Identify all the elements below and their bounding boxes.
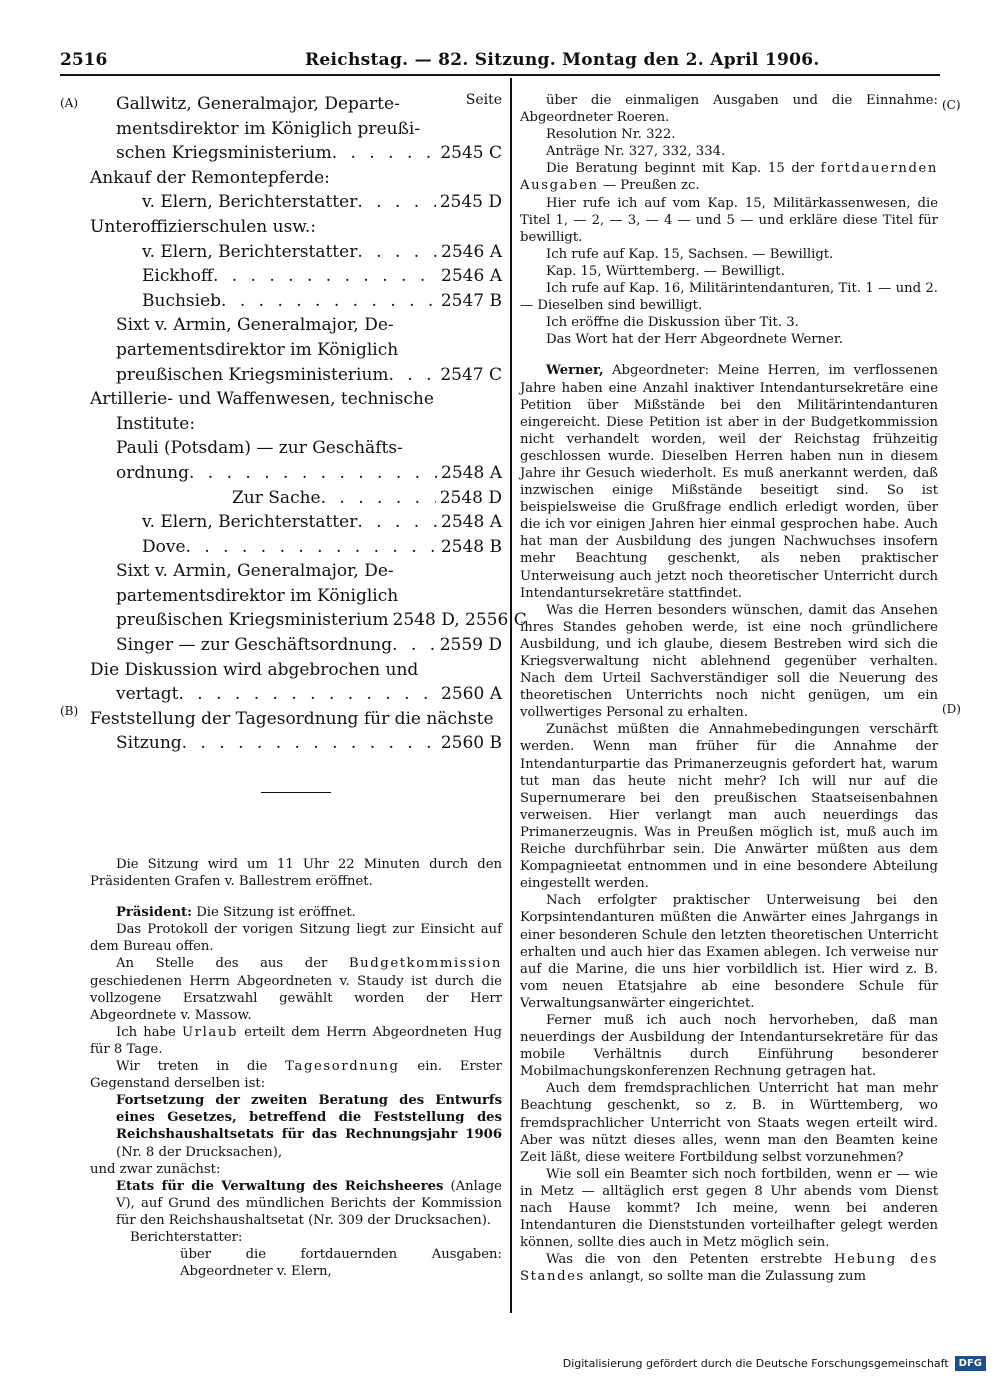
digitization-footer — [563, 1356, 986, 1371]
footer-text: Digitalisierung gefördert durch die Deutsche Forschungsgemeinschaft — [562, 1357, 949, 1370]
speech-paragraph-7: Wie soll ein Beamter sich noch fortbilden, wenn er — wie in Metz — alltäglich erst gegen 8 Uhr abends vom Dienst nach Hause kommt? Ich meine, wenn bei anderen Intendanturen die Dienststunden vorteilhafter gelegt werden können, sollte dies auch in Metz möglich sein. — [520, 1166, 938, 1251]
index-entry-text: Institute: — [116, 413, 196, 434]
speech-paragraph-6: Auch dem fremdsprachlichen Unterricht hat man mehr Beachtung geschenkt, so z. B. in Württemberg, wo fremdsprachlicher Unterricht von Staats wegen erteilt wird. Aber was nützt dieses alles, wenn man den Beamten keine Zeit läßt, diese weitere Fortbildung selbst vorzunehmen? — [520, 1081, 938, 1165]
leader-dots — [213, 264, 437, 289]
index-entry-text: Singer — zur Geschäftsordnung — [116, 635, 393, 656]
index-page-ref: 2546 A — [441, 241, 502, 262]
index-entry — [90, 486, 502, 511]
index-entry-text: Eickhoff — [142, 266, 213, 287]
leader-dots — [221, 289, 437, 314]
beratung-paragraph: Die Beratung beginnt mit Kap. 15 der fortdauernden Ausgaben — Preußen zc. — [520, 161, 938, 194]
leader-dots — [357, 240, 437, 265]
kap15-paragraph: Hier rufe ich auf vom Kap. 15, Militärkassenwesen, die Titel 1, — 2, — 3, — 4 — und 5 — und erkläre diese Titel für bewilligt. — [520, 195, 938, 245]
section-separator — [261, 792, 331, 793]
index-entry — [90, 215, 502, 240]
index-entry-text: Unteroffizierschulen usw.: — [90, 216, 316, 237]
index-entry-text: Feststellung der Tagesordnung für die nächste — [90, 708, 494, 729]
index-page-ref: 2548 A — [441, 462, 502, 483]
index-entry — [90, 313, 502, 387]
index-page-ref: 2545 D — [439, 192, 502, 213]
page-header — [60, 48, 940, 72]
speech-paragraph-8: Was die von den Petenten erstrebte Hebung des Standes anlangt, so sollte man die Zulassung zum — [520, 1252, 938, 1285]
index-entry — [90, 633, 502, 658]
etat-item: Etats für die Verwaltung des Reichsheeres (Anlage V), auf Grund des mündlichen Berichts der Kommission für den Reichshaushaltsetat (Nr. 309 der Drucksachen). — [116, 1178, 502, 1228]
index-entry-text: v. Elern, Berichterstatter — [142, 192, 358, 213]
index-entry — [90, 510, 502, 535]
wort-line: Das Wort hat der Herr Abgeordnete Werner. — [546, 332, 843, 348]
index-entry-text: Sixt v. Armin, Generalmajor, De- — [116, 561, 394, 582]
index-entry — [90, 535, 502, 560]
antraege-line: Anträge Nr. 327, 332, 334. — [546, 144, 726, 160]
index-page-ref: 2546 A — [441, 266, 502, 287]
index-entry-text: Pauli (Potsdam) — zur Geschäfts- — [116, 438, 403, 459]
right-p1: über die einmaligen Ausgaben und die Einnahme: Abgeordneter Roeren. — [520, 93, 938, 126]
index-entry-text: ordnung — [116, 462, 189, 483]
minutes-left — [90, 856, 502, 1280]
index-entry — [90, 387, 502, 436]
index-entry-text: mentsdirektor im Königlich preußi- — [116, 118, 421, 139]
index-page-ref: 2548 D — [439, 487, 502, 508]
speech-paragraph-1: Werner, Abgeordneter: Meine Herren, im verflossenen Jahre haben eine Anzahl inaktiver Intendantursekretäre eine Petition über Mißstände bei den Militärintendanturen eingereicht. Diese Petition ist aber in der Budgetkommission nicht verhandelt worden, weil der Reichstag frühzeitig geschlossen wurde. Dieselben Herren haben nun in diesem Jahre ihr Gesuch wiederholt. Es muß anerkannt werden, daß inzwischen einige Mißstände beseitigt sind. So ist beispielsweise die Grußfrage endlich erledigt worden, über die ich vor einigen Jahren hier einmal gesprochen habe. Auch hat man der Ausbildung des jungen Nachwuchses insofern mehr Beachtung geschenkt, als neben praktischer Unterweisung auch jetzt noch theoretischer Unterricht durch Intendantursekretäre stattfindet. — [520, 363, 938, 601]
index-entry-text: Zur Sache — [232, 487, 321, 508]
leader-dots — [332, 141, 437, 166]
committee-paragraph: An Stelle des aus der Budgetkommission geschiedenen Herrn Abgeordneten v. Staudy ist durch die vollzogene Ersatzwahl gewählt worden der Herr Abgeordnete v. Massow. — [90, 956, 502, 1023]
index-entry — [90, 166, 502, 191]
margin-letter-d: (D) — [942, 702, 961, 716]
index-entry-text: v. Elern, Berichterstatter — [142, 512, 358, 533]
kap16-paragraph: Ich rufe auf Kap. 16, Militärintendanturen, Tit. 1 — und 2. — Dieselben sind bewilligt. — [520, 281, 938, 314]
speech-paragraph-4: Nach erfolgter praktischer Unterweisung bei den Korpsintendanturen müßten die Anwärter eines Jahrgangs in einer besonderen Schule den letzten theoretischen Unterricht erhalten und auch hier das Examen ablegen. Ich verweise nur auf die Marine, die uns hier vorbildlich ist. Hier wird z. B. vom neuen Etatsjahre ab eine besondere Schule für Verwaltungsanwärter eingerichtet. — [520, 893, 938, 1011]
speech-paragraph-5: Ferner muß ich auch noch hervorheben, daß man neuerdings der Ausbildung der Intendantursekretäre für das mobile Verhältnis durch Einführung besonderer Mobilmachungskonferenzen Rechnung getragen hat. — [520, 1012, 938, 1080]
index-page-ref: 2548 B — [440, 536, 502, 557]
leader-dots — [182, 731, 437, 756]
index-entry-text: Die Diskussion wird abgebrochen und — [90, 659, 419, 680]
leader-dots — [392, 633, 436, 658]
index-entry-text: vertagt — [116, 684, 179, 705]
agenda-item: Fortsetzung der zweiten Beratung des Entwurfs eines Gesetzes, betreffend die Feststellung des Reichshaushaltsetats für das Rechnungsjahr 1906 (Nr. 8 der Drucksachen), — [116, 1093, 502, 1160]
index-page-ref: 2548 D, 2556 C — [392, 610, 527, 631]
page-number: 2516 — [60, 50, 108, 70]
speaker-name: Werner, — [546, 363, 604, 379]
dfg-logo: DFG — [955, 1356, 986, 1371]
index-entry — [90, 190, 502, 215]
index-entry-text: partementsdirektor im Königlich — [116, 585, 399, 606]
index-page-ref: 2560 B — [440, 733, 502, 754]
index-entry — [90, 658, 502, 707]
sachsen-line: Ich rufe auf Kap. 15, Sachsen. — Bewilligt. — [546, 246, 834, 262]
diskussion-line: Ich eröffne die Diskussion über Tit. 3. — [546, 315, 799, 331]
margin-letter-c: (C) — [942, 98, 961, 112]
index-page-ref: 2559 D — [439, 635, 502, 656]
und-zwar: und zwar zunächst: — [90, 1161, 221, 1177]
index-entry — [90, 289, 502, 314]
agenda-paragraph: Wir treten in die Tagesordnung ein. Erster Gegenstand derselben ist: — [90, 1059, 502, 1092]
index-entry-text: schen Kriegsministerium — [116, 143, 332, 164]
index-entry-text: Gallwitz, Generalmajor, Departe- — [116, 94, 400, 114]
index-entry-text: Dove — [142, 536, 186, 557]
president-label: Präsident: — [116, 905, 193, 921]
seite-label: Seite — [465, 92, 502, 108]
index-list — [90, 92, 527, 756]
berichterstatter-label: Berichterstatter: — [130, 1229, 243, 1245]
margin-letter-a: (A) — [60, 96, 79, 110]
index-entry — [90, 92, 502, 166]
president-paragraph: Präsident: Die Sitzung ist eröffnet. — [116, 905, 356, 921]
header-title: Reichstag. — 82. Sitzung. Montag den 2. April 1906. — [305, 50, 820, 70]
index-entry — [90, 559, 527, 633]
index-entry — [90, 436, 502, 485]
index-entry-text: Ankauf der Remontepferde: — [90, 167, 330, 188]
index-entry-text: partementsdirektor im Königlich — [116, 339, 399, 360]
leader-dots — [186, 535, 437, 560]
index-entry — [90, 264, 502, 289]
leader-dots — [357, 510, 437, 535]
index-entry — [90, 240, 502, 265]
wuerttemberg-line: Kap. 15, Württemberg. — Bewilligt. — [546, 263, 785, 279]
index-entry-text: v. Elern, Berichterstatter — [142, 241, 358, 262]
leader-dots — [178, 682, 437, 707]
index-page-ref: 2560 A — [441, 684, 502, 705]
index-page-ref: 2547 B — [440, 290, 502, 311]
minutes-right — [520, 92, 938, 1285]
index-page-ref: 2548 A — [441, 512, 502, 533]
leader-dots — [389, 363, 437, 388]
index-entry-text: Artillerie- und Waffenwesen, technische — [90, 389, 434, 410]
header-rule — [60, 74, 940, 76]
speech-paragraph-2: Was die Herren besonders wünschen, damit das Ansehen ihres Standes gehoben werde, ist eine noch gründlichere Ausbildung, und ich glaube, diesem Bestreben wird sich die Kriegsverwaltung nicht ablehnend gegenüber verhalten. Nach dem Urteil Sachverständiger soll die Neuerung des theoretischen Unterrichts noch nicht genügen, um ein vollwertiges Personal zu erhalten. — [520, 602, 938, 721]
leader-dots — [357, 190, 435, 215]
index-entry-text: Buchsieb — [142, 290, 222, 311]
margin-letter-b: (B) — [60, 704, 79, 718]
berichterstatter-text: über die fortdauernden Ausgaben: Abgeordneter v. Elern, — [180, 1247, 502, 1280]
index-page-ref: 2547 C — [440, 364, 502, 385]
opening-paragraph: Die Sitzung wird um 11 Uhr 22 Minuten durch den Präsidenten Grafen v. Ballestrem eröffnet. — [90, 857, 502, 890]
resolution-line: Resolution Nr. 322. — [546, 127, 676, 143]
index-entry-text: Sixt v. Armin, Generalmajor, De- — [116, 315, 394, 336]
index-entry-text: preußischen Kriegsministerium — [116, 364, 389, 385]
index-entry-text: preußischen Kriegsministerium — [116, 610, 389, 631]
column-divider — [510, 78, 512, 1313]
speech-paragraph-3: Zunächst müßten die Annahmebedingungen verschärft werden. Wenn man früher für die Annahme der Intendanturpartie das Primanerzeugnis gefordert hat, warum tut man das heute nicht mehr? Ich will nur auf die Supernumerare bei den preußischen Staatseisenbahnen verweisen. Hier verlangt man auch neuerdings das Primanerzeugnis. Was in Preußen möglich ist, muß auch im Reiche durchführbar sein. Die Anwärter müßten aus dem Kompagnieetat entnommen und in eine besondere Abteilung eingestellt werden. — [520, 722, 938, 892]
index-entry-text: Sitzung — [116, 733, 182, 754]
leader-dots — [321, 486, 436, 511]
index-page-ref: 2545 C — [440, 143, 502, 164]
speaker-index — [90, 92, 527, 793]
leader-dots — [189, 461, 437, 486]
leave-paragraph: Ich habe Urlaub erteilt dem Herrn Abgeordneten Hug für 8 Tage. — [90, 1024, 502, 1057]
index-entry — [90, 707, 502, 756]
protocol-paragraph: Das Protokoll der vorigen Sitzung liegt zur Einsicht auf dem Bureau offen. — [90, 922, 502, 955]
